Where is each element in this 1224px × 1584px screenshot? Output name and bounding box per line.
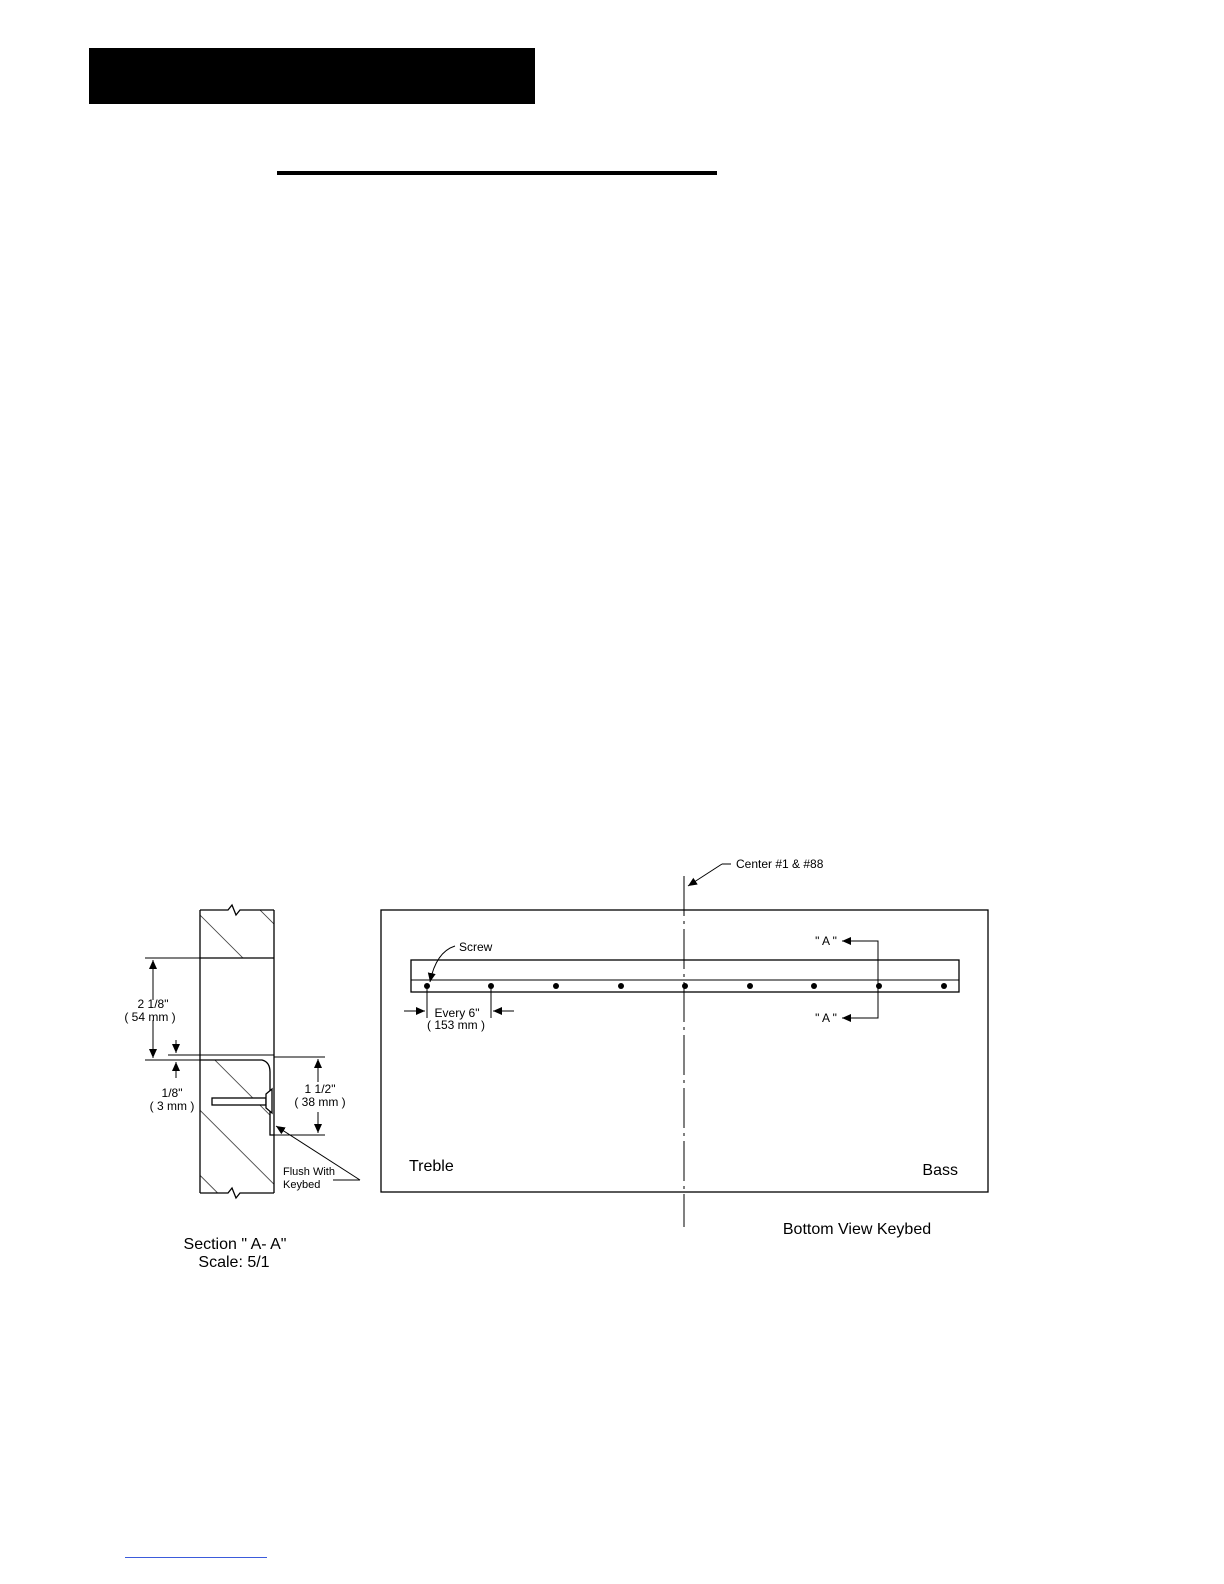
dim-gap-in: 1/8" — [161, 1086, 183, 1100]
screw-dot — [682, 983, 688, 989]
flush-label-line1: Flush With — [283, 1166, 335, 1178]
screw-dot — [941, 983, 947, 989]
section-title: Section " A- A" — [183, 1236, 287, 1253]
screw-dot — [876, 983, 882, 989]
dim-top-in: 2 1/8" — [137, 997, 169, 1011]
spacing-mm: ( 153 mm ) — [426, 1018, 486, 1032]
section-upper-block — [200, 910, 274, 958]
screw-dot — [488, 983, 494, 989]
flush-label-line2: Keybed — [283, 1179, 321, 1191]
center-label: Center #1 & #88 — [736, 857, 824, 871]
treble-label: Treble — [409, 1158, 454, 1175]
dim-gap-mm: ( 3 mm ) — [149, 1099, 195, 1113]
spacing-in: Every 6" — [434, 1006, 480, 1020]
section-mark-bottom: " A " — [815, 1011, 837, 1025]
bottom-view — [381, 864, 988, 1227]
section-mark-top: " A " — [815, 934, 837, 948]
dim-side-mm: ( 38 mm ) — [294, 1095, 346, 1109]
section-scale: Scale: 5/1 — [198, 1254, 270, 1271]
bass-label: Bass — [922, 1162, 958, 1179]
screw-label: Screw — [459, 940, 493, 954]
footer-link-rule — [125, 1557, 267, 1558]
screw-dot — [618, 983, 624, 989]
screw-dots — [424, 983, 947, 989]
screw-dot — [811, 983, 817, 989]
screw-dot — [553, 983, 559, 989]
section-lower-block — [200, 1060, 274, 1193]
bottom-view-title: Bottom View Keybed — [782, 1221, 932, 1238]
dim-side-in: 1 1/2" — [304, 1082, 336, 1096]
section-screw — [212, 1098, 266, 1105]
dim-top-mm: ( 54 mm ) — [124, 1010, 176, 1024]
screw-dot — [747, 983, 753, 989]
screw-dot — [424, 983, 430, 989]
section-view — [200, 905, 274, 1198]
